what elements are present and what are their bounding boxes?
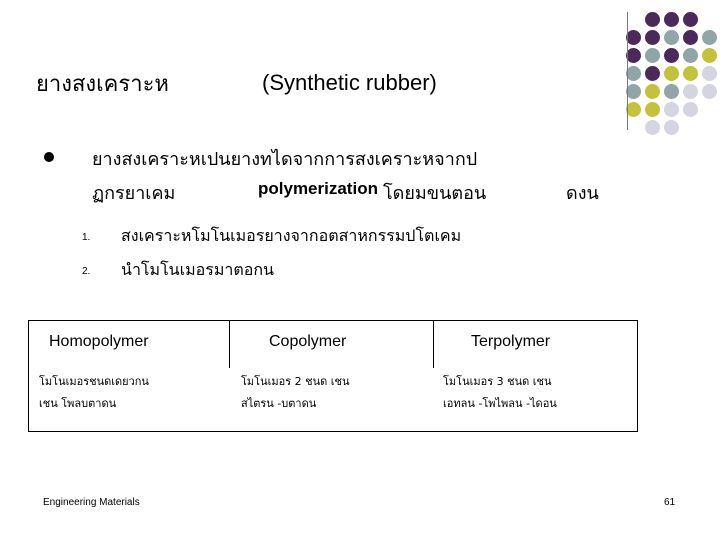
polymer-type-table — [28, 320, 638, 432]
table-cell: โมโนเมอร 2 ชนด เชน — [241, 375, 350, 388]
decor-dot — [683, 84, 698, 99]
slide-title-thai: ยางสงเคราะห — [36, 72, 169, 97]
step-text: สงเคราะหโมโนเมอรยางจากอตสาหกรรมปโตเคม — [121, 226, 462, 245]
decor-dot — [683, 102, 698, 117]
decor-dot — [626, 30, 641, 45]
decor-dot — [664, 30, 679, 45]
bullet-text-line2-cont: โดยมขนตอน — [383, 183, 487, 204]
table-header-terpolymer: Terpolymer — [471, 333, 551, 350]
table-cell: เชน โพลบตาดน — [39, 397, 117, 410]
decor-dot — [645, 102, 660, 117]
table-divider — [433, 321, 434, 368]
slide-title-english: (Synthetic rubber) — [262, 70, 437, 95]
table-cell: โมโนเมอรชนดเดยวกน — [39, 375, 149, 388]
step-number: 2. — [82, 266, 91, 277]
table-cell: โมโนเมอร 3 ชนด เชน — [443, 375, 552, 388]
table-cell: สไตรน -บตาดน — [241, 397, 317, 410]
decor-dot — [664, 102, 679, 117]
decor-dot — [645, 12, 660, 27]
step-text: นำโมโนเมอรมาตอกน — [121, 260, 274, 279]
decor-dot — [702, 30, 717, 45]
decor-dot — [702, 84, 717, 99]
decor-dot — [664, 12, 679, 27]
table-cell: เอทลน -โพไพลน -ไดอน — [443, 397, 557, 410]
bullet-text-line2-end: ดงน — [566, 183, 599, 204]
decor-dot — [645, 120, 660, 135]
decorative-vertical-line — [627, 12, 628, 130]
decor-dot — [664, 48, 679, 63]
bullet-text-line2: ฏกรยาเคม — [92, 183, 176, 204]
decor-dot — [645, 84, 660, 99]
decorative-dot-grid — [0, 0, 720, 140]
decor-dot — [645, 48, 660, 63]
decor-dot — [683, 12, 698, 27]
decor-dot — [683, 48, 698, 63]
decor-dot — [683, 66, 698, 81]
table-header-homopolymer: Homopolymer — [49, 333, 149, 350]
decor-dot — [626, 48, 641, 63]
decor-dot — [626, 66, 641, 81]
decor-dot — [683, 30, 698, 45]
bullet-keyword: polymerization — [258, 179, 378, 198]
decor-dot — [645, 30, 660, 45]
decor-dot — [645, 66, 660, 81]
bullet-dot — [44, 152, 54, 162]
footer-course-name: Engineering Materials — [43, 497, 140, 508]
table-header-copolymer: Copolymer — [269, 333, 347, 350]
bullet-text-line1: ยางสงเคราะหเปนยางทไดจากการสงเคราะหจากป — [92, 149, 478, 170]
footer-page-number: 61 — [664, 497, 676, 508]
decor-dot — [702, 48, 717, 63]
decor-dot — [626, 102, 641, 117]
table-divider — [229, 321, 230, 368]
decor-dot — [626, 84, 641, 99]
decor-dot — [702, 66, 717, 81]
step-number: 1. — [82, 232, 91, 243]
decor-dot — [664, 120, 679, 135]
decor-dot — [664, 84, 679, 99]
decor-dot — [664, 66, 679, 81]
